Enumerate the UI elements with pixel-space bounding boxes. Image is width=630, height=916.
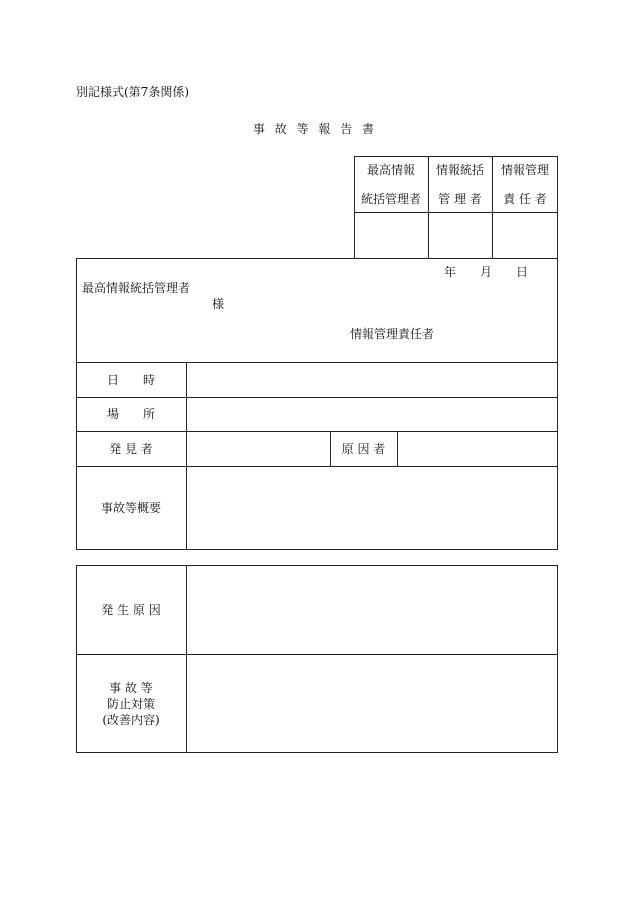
place-field[interactable] — [187, 398, 557, 430]
approval-stamp-cell-1[interactable] — [355, 213, 427, 258]
addressee: 最高情報統括管理者 — [82, 281, 191, 295]
prevention-field[interactable] — [187, 655, 557, 752]
cause-person-label: 原 因 者 — [341, 442, 386, 456]
datetime-field[interactable] — [187, 363, 557, 396]
cause-label: 発 生 原 因 — [101, 603, 161, 617]
honorific: 様 — [212, 297, 225, 311]
discoverer-label: 発 見 者 — [109, 442, 153, 456]
prevention-label: 事 故 等 防止対策 (改善内容) — [102, 681, 160, 727]
approval-col2-line2: 管 理 者 — [438, 192, 482, 206]
cause-person-field[interactable] — [398, 432, 557, 465]
approval-col2-line1: 情報統括 — [435, 163, 484, 177]
sender: 情報管理責任者 — [350, 327, 435, 341]
approval-col3-line1: 情報管理 — [500, 163, 549, 177]
datetime-label: 日 時 — [106, 373, 155, 387]
approval-stamp-cell-3[interactable] — [493, 213, 557, 258]
discoverer-field[interactable] — [187, 432, 329, 465]
approval-col1-line2: 統括管理者 — [360, 192, 421, 206]
form-label: 別記様式(第7条関係) — [76, 85, 189, 99]
place-label: 場 所 — [106, 407, 155, 421]
approval-col1-line1: 最高情報 — [366, 163, 415, 177]
summary-label: 事故等概要 — [100, 501, 161, 515]
approval-col3-line2: 責 任 者 — [503, 192, 547, 206]
approval-stamp-cell-2[interactable] — [429, 213, 491, 258]
cause-field[interactable] — [187, 566, 557, 653]
date-line: 年 月 日 — [444, 265, 529, 279]
page-title: 事 故 等 報 告 書 — [252, 122, 378, 136]
summary-field[interactable] — [187, 467, 557, 549]
